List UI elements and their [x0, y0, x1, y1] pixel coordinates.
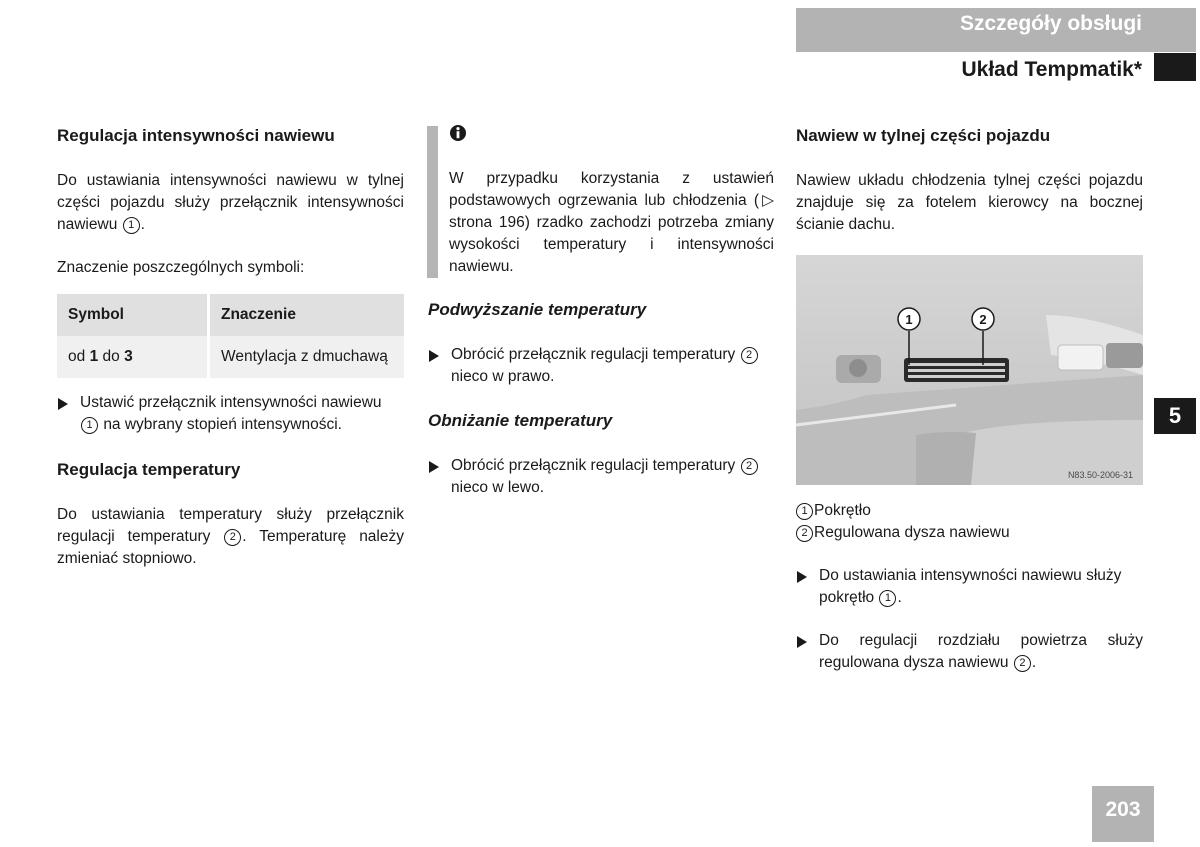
triangle-bullet-icon — [797, 636, 807, 648]
ref-2-icon: 2 — [1014, 655, 1031, 672]
left-column — [57, 125, 404, 570]
instruction-set-intensity: Ustawić przełącznik intensywności nawiewu 1 na wybrany stopień intensywności. — [57, 392, 404, 436]
middle-column — [449, 168, 774, 278]
paragraph-airflow-intensity: Do ustawiania intensywności nawiewu w tylnej części pojazdu służy przełącznik intensywności nawiewu 1 . — [57, 172, 404, 233]
ref-1-icon: 1 — [123, 217, 140, 234]
paragraph-symbols-intro: Znaczenie poszczególnych symboli: — [57, 259, 305, 276]
ref-2-icon: 2 — [741, 458, 758, 475]
table-cell-symbol: od 1 do 3 — [57, 336, 209, 378]
section-title: Szczegóły obsługi — [959, 12, 1142, 35]
paragraph-temperature: Do ustawiania temperatury służy przełącznik regulacji temperatury 2 . Temperaturę należy zmieniać stopniowo. — [57, 506, 404, 567]
rear-vent-photo — [796, 255, 1143, 485]
header-marker — [1154, 53, 1196, 81]
ref-2-icon: 2 — [741, 347, 758, 364]
page-ref-arrow-icon: ▷ — [759, 192, 775, 209]
heading-temperature: Regulacja temperatury — [57, 460, 241, 479]
photo-callout-2: 2 — [979, 312, 987, 327]
right-column-legend — [796, 500, 1143, 674]
right-column — [796, 125, 1143, 236]
heading-lower-temperature: Obniżanie temperatury — [428, 411, 613, 430]
legend-item-2: 2 Regulowana dysza nawiewu — [796, 522, 1143, 544]
table-header-meaning: Znaczenie — [209, 294, 405, 336]
ref-2-icon: 2 — [224, 529, 241, 546]
ref-1-icon: 1 — [81, 417, 98, 434]
photo-code: N83.50-2006-31 — [1067, 470, 1133, 480]
instruction-nozzle: Do regulacji rozdziału powietrza służy regulowana dysza nawiewu 2 . — [796, 630, 1143, 674]
middle-column-instructions — [428, 299, 775, 499]
paragraph-rear-airflow: Nawiew układu chłodzenia tylnej części pojazdu znajduje się za fotelem kierowcy na bocznej ścianie dachu. — [796, 172, 1143, 233]
table-row — [57, 336, 404, 378]
info-icon — [449, 124, 467, 142]
photo-callout-1: 1 — [905, 312, 913, 327]
page-title: Układ Tempmatik* — [961, 58, 1142, 81]
triangle-bullet-icon — [797, 571, 807, 583]
ref-1-icon: 1 — [879, 590, 896, 607]
triangle-bullet-icon — [429, 350, 439, 362]
ref-2-icon: 2 — [796, 525, 813, 542]
note-bar — [427, 126, 438, 278]
symbols-table — [57, 294, 404, 378]
chapter-number: 5 — [1168, 403, 1182, 428]
legend-item-1: 1 Pokrętło — [796, 500, 1143, 522]
table-header-symbol: Symbol — [57, 294, 209, 336]
table-header-row — [57, 294, 404, 336]
chapter-tab — [1154, 398, 1196, 434]
note-text: W przypadku korzystania z ustawień podstawowych ogrzewania lub chłodzenia (▷ strona 196) rzadko zachodzi potrzeba zmiany wysokości temperatury i intensywności nawiewu. — [449, 170, 775, 275]
heading-rear-airflow: Nawiew w tylnej części pojazdu — [796, 126, 1051, 145]
table-cell-meaning: Wentylacja z dmuchawą — [209, 336, 405, 378]
instruction-raise-temperature: Obrócić przełącznik regulacji temperatury 2 nieco w prawo. — [428, 344, 775, 388]
triangle-bullet-icon — [58, 398, 68, 410]
heading-raise-temperature: Podwyższanie temperatury — [428, 300, 647, 319]
instruction-lower-temperature: Obrócić przełącznik regulacji temperatury 2 nieco w lewo. — [428, 455, 775, 499]
page-number: 203 — [1092, 786, 1154, 842]
heading-airflow-intensity: Regulacja intensywności nawiewu — [57, 126, 335, 145]
ref-1-icon: 1 — [796, 503, 813, 520]
instruction-knob: Do ustawiania intensywności nawiewu służy pokrętło 1 . — [796, 565, 1143, 609]
triangle-bullet-icon — [429, 461, 439, 473]
